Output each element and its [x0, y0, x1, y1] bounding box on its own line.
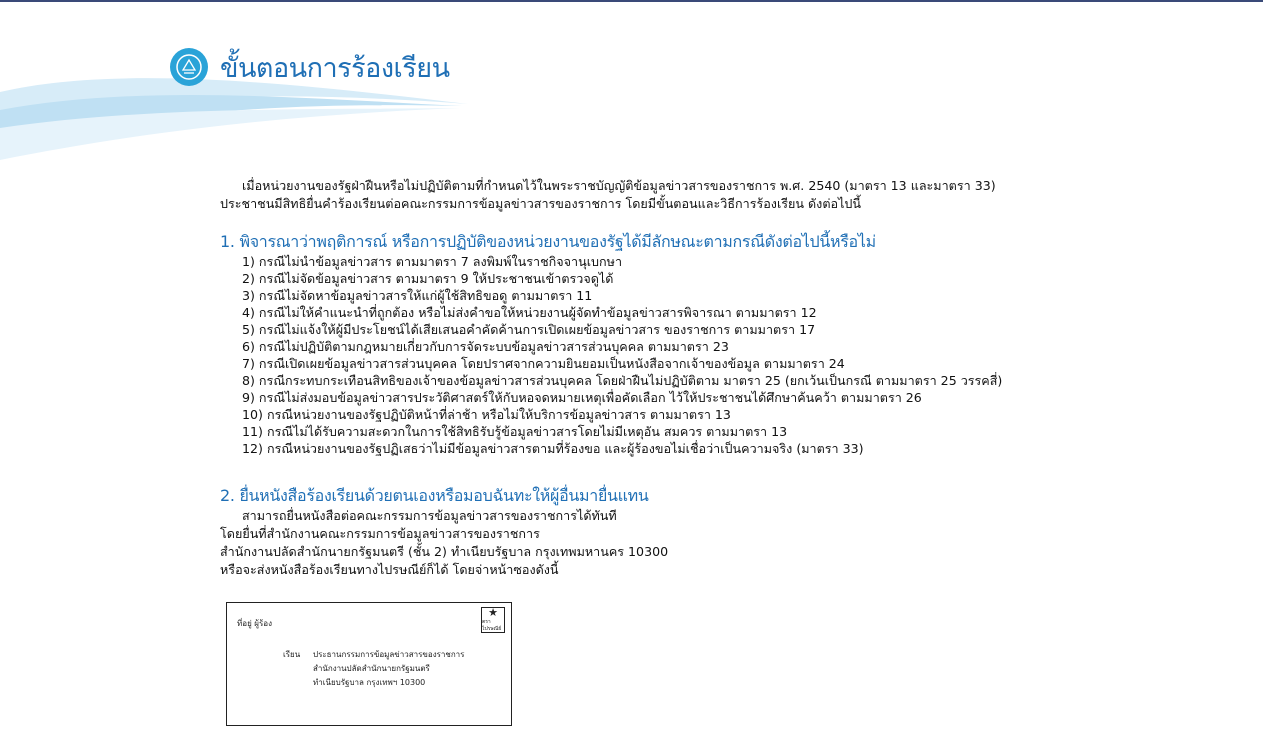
intro-paragraph — [220, 177, 1060, 213]
intro-line-2: ประชาชนมีสิทธิยื่นคำร้องเรียนต่อคณะกรรมการข้อมูลข่าวสารของราชการ โดยมีขั้นตอนและวิธีการร้องเรียน ดังต่อไปนี้ — [220, 196, 862, 211]
list-item: 9) กรณีไม่ส่งมอบข้อมูลข่าวสารประวัติศาสตร์ให้กับหอจดหมายเหตุเพื่อคัดเลือก ไว้ให้ประชาชนได้ศึกษาค้นคว้า ตามมาตรา 26 — [242, 390, 922, 405]
list-item: 7) กรณีเปิดเผยข้อมูลข่าวสารส่วนบุคคล โดยปราศจากความยินยอมเป็นหนังสือจากเจ้าของข้อมูล ตามมาตรา 24 — [242, 356, 845, 371]
government-seal-icon — [170, 48, 208, 86]
section-2-line: สำนักงานปลัดสำนักนายกรัฐมนตรี (ชั้น 2) ทำเนียบรัฐบาล กรุงเทพมหานคร 10300 — [220, 544, 669, 559]
section-2-line: โดยยื่นที่สำนักงานคณะกรรมการข้อมูลข่าวสารของราชการ — [220, 526, 540, 541]
envelope-sender: ที่อยู่ ผู้ร้อง — [237, 619, 273, 628]
section-2-line: หรือจะส่งหนังสือร้องเรียนทางไปรษณีย์ก็ได้ โดยจ่าหน้าซองดังนี้ — [220, 562, 559, 577]
envelope-to-label: เรียน — [283, 650, 301, 659]
postage-stamp-icon — [481, 607, 505, 633]
section-1-heading: 1. พิจารณาว่าพฤติการณ์ หรือการปฏิบัติของหน่วยงานของรัฐได้มีลักษณะตามกรณีดังต่อไปนี้หรือไม่ — [220, 232, 876, 251]
list-item: 10) กรณีหน่วยงานของรัฐปฏิบัติหน้าที่ล่าช้า หรือไม่ให้บริการข้อมูลข่าวสาร ตามมาตรา 13 — [242, 407, 731, 422]
intro-line-1: เมื่อหน่วยงานของรัฐฝ่าฝืนหรือไม่ปฏิบัติตามที่กำหนดไว้ในพระราชบัญญัติข้อมูลข่าวสารของราชการ พ.ศ. 2540 (มาตรา 13 และมาตรา 33) — [242, 178, 996, 193]
envelope-address — [313, 648, 464, 690]
envelope-address-line: สำนักงานปลัดสำนักนายกรัฐมนตรี — [313, 664, 430, 673]
stamp-label: ตราไปรษณีย์ — [482, 619, 502, 632]
stamp-glyph-icon: ★ — [488, 606, 498, 619]
list-item: 3) กรณีไม่จัดหาข้อมูลข่าวสารให้แก่ผู้ใช้สิทธิขอดู ตามมาตรา 11 — [242, 288, 593, 303]
list-item: 12) กรณีหน่วยงานของรัฐปฏิเสธว่าไม่มีข้อมูลข่าวสารตามที่ร้องขอ และผู้ร้องขอไม่เชื่อว่าเป็นความจริง (มาตรา 33) — [242, 441, 864, 456]
list-item: 1) กรณีไม่นำข้อมูลข่าวสาร ตามมาตรา 7 ลงพิมพ์ในราชกิจจานุเบกษา — [242, 254, 623, 269]
complaint-case-list — [242, 253, 1002, 457]
envelope-address-line: ประธานกรรมการข้อมูลข่าวสารของราชการ — [313, 650, 465, 659]
section-2-line: สามารถยื่นหนังสือต่อคณะกรรมการข้อมูลข่าวสารของราชการได้ทันที — [242, 508, 617, 523]
list-item: 11) กรณีไม่ได้รับความสะดวกในการใช้สิทธิรับรู้ข้อมูลข่าวสารโดยไม่มีเหตุอัน สมควร ตามมาตรา 13 — [242, 424, 788, 439]
page-title: ขั้นตอนการร้องเรียน — [220, 53, 450, 84]
list-item: 4) กรณีไม่ให้คำแนะนำที่ถูกต้อง หรือไม่ส่งคำขอให้หน่วยงานผู้จัดทำข้อมูลข่าวสารพิจารณา ตามมาตรา 12 — [242, 305, 817, 320]
list-item: 2) กรณีไม่จัดข้อมูลข่าวสาร ตามมาตรา 9 ให้ประชาชนเข้าตรวจดูได้ — [242, 271, 614, 286]
envelope-example-image — [226, 602, 512, 726]
list-item: 6) กรณีไม่ปฏิบัติตามกฎหมายเกี่ยวกับการจัดระบบข้อมูลข่าวสารส่วนบุคคล ตามมาตรา 23 — [242, 339, 729, 354]
section-2-heading: 2. ยื่นหนังสือร้องเรียนด้วยตนเองหรือมอบฉันทะให้ผู้อื่นมายื่นแทน — [220, 486, 649, 505]
envelope-address-line: ทำเนียบรัฐบาล กรุงเทพฯ 10300 — [313, 678, 426, 687]
section-2-body — [220, 507, 668, 579]
top-rule — [0, 0, 1263, 2]
list-item: 5) กรณีไม่แจ้งให้ผู้มีประโยชน์ได้เสียเสนอคำคัดค้านการเปิดเผยข้อมูลข่าวสาร ของราชการ ตามมาตรา 17 — [242, 322, 816, 337]
list-item: 8) กรณีกระทบกระเทือนสิทธิของเจ้าของข้อมูลข่าวสารส่วนบุคคล โดยฝ่าฝืนไม่ปฏิบัติตาม มาตรา 25 (ยกเว้นเป็นกรณี ตามมาตรา 25 วรรคสี่) — [242, 373, 1003, 388]
